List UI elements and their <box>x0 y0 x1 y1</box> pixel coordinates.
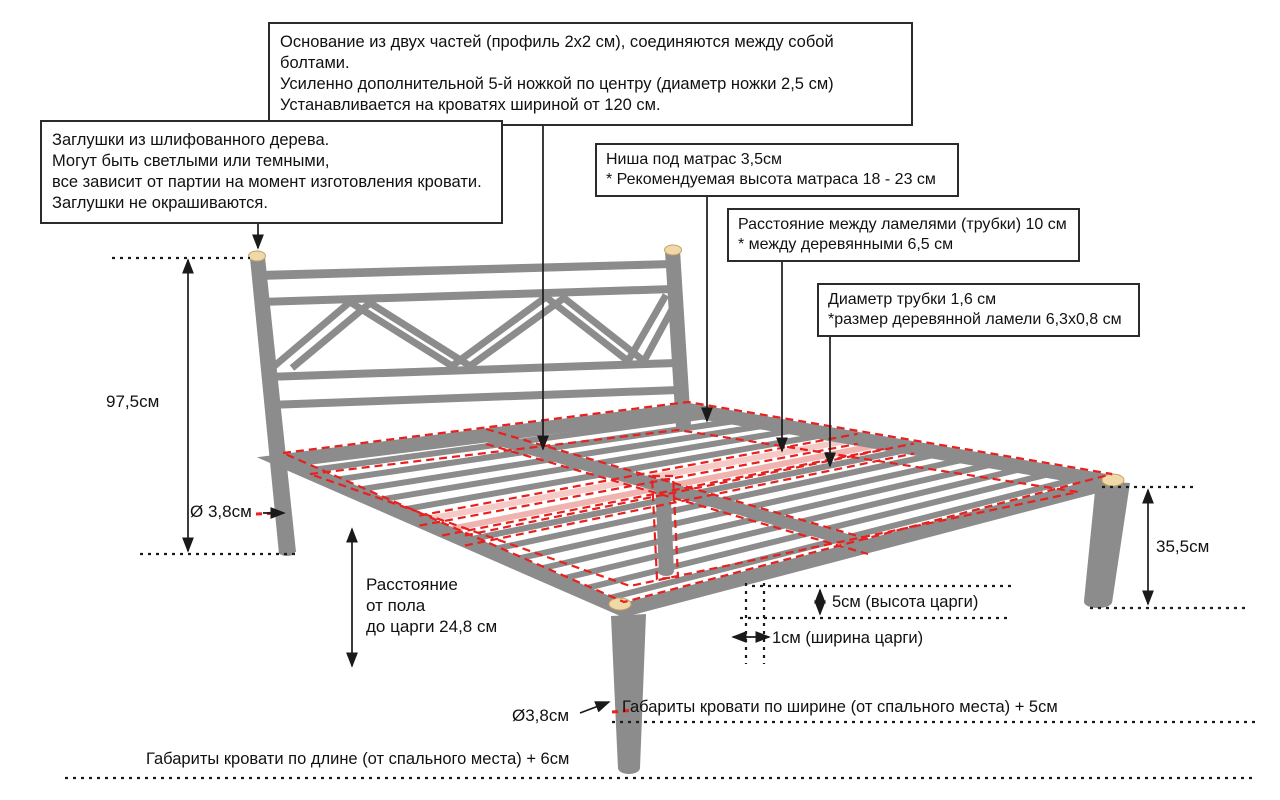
callout-wood-caps <box>40 120 503 224</box>
headboard-rail-4 <box>268 386 678 409</box>
dim-floor-clearance-line1: Расстояние <box>366 575 458 594</box>
dim-tsarga-width: 1см (ширина царги) <box>772 629 924 647</box>
pointer-leg-diameter-foot <box>580 702 609 713</box>
dim-overall-length: Габариты кровати по длине (от спального места) + 6см <box>146 750 570 768</box>
dim-floor-clearance-line3: до царги 24,8 см <box>366 617 498 636</box>
callout-wood-caps-line1: Заглушки из шлифованного дерева. <box>52 131 330 149</box>
dim-foot-height: 35,5см <box>1156 537 1210 556</box>
dim-floor-clearance <box>366 574 497 637</box>
callout-wood-caps-line3: все зависит от партии на момент изготовления кровати. <box>52 173 482 191</box>
callout-mattress-niche <box>595 143 959 197</box>
dim-headboard-height: 97,5см <box>106 392 160 411</box>
wood-cap-head-right <box>665 245 682 255</box>
headboard-right-post <box>665 250 691 427</box>
wood-cap-head-left <box>249 251 266 261</box>
headboard-rail-2 <box>260 285 673 306</box>
wood-cap-front-corner <box>609 598 631 610</box>
callout-wood-caps-line2: Могут быть светлыми или темными, <box>52 152 330 170</box>
callout-lamel-spacing <box>727 208 1080 262</box>
headboard-truss-pattern <box>272 295 676 368</box>
callout-tube-diameter <box>817 283 1140 337</box>
front-foot-leg <box>611 614 646 774</box>
callout-lamel-spacing-line1: Расстояние между ламелями (трубки) 10 см <box>738 216 1067 233</box>
callout-mattress-niche-line1: Ниша под матрас 3,5см <box>606 151 783 168</box>
callout-base-frame-line3: Устанавливается на кроватях шириной от 120 см. <box>280 96 661 114</box>
callout-mattress-niche-line2: * Рекомендуемая высота матраса 18 - 23 см <box>606 171 936 188</box>
dim-floor-clearance-line2: от пола <box>366 596 426 615</box>
right-foot-leg <box>1084 481 1130 608</box>
callout-tube-diameter-line1: Диаметр трубки 1,6 см <box>828 291 997 308</box>
callout-base-frame-line1: Основание из двух частей (профиль 2x2 см), соединяются между собой болтами. <box>280 33 834 72</box>
dim-leg-diameter-head: Ø 3,8см <box>190 502 252 521</box>
callout-base-frame <box>268 22 913 126</box>
callout-wood-caps-line4: Заглушки не окрашиваются. <box>52 194 268 212</box>
callout-tube-diameter-line2: *размер деревянной ламели 6,3x0,8 см <box>828 311 1122 328</box>
callout-base-frame-line2: Усиленно дополнительной 5-й ножкой по центру (диаметр ножки 2,5 см) <box>280 75 834 93</box>
dim-tsarga-height: 5см (высота царги) <box>832 593 979 611</box>
callout-lamel-spacing-line2: * между деревянными 6,5 см <box>738 236 954 253</box>
dim-leg-diameter-foot: Ø3,8см <box>512 706 570 725</box>
dim-overall-width: Габариты кровати по ширине (от спального места) + 5см <box>622 698 1058 716</box>
headboard-rail-top <box>258 260 672 280</box>
